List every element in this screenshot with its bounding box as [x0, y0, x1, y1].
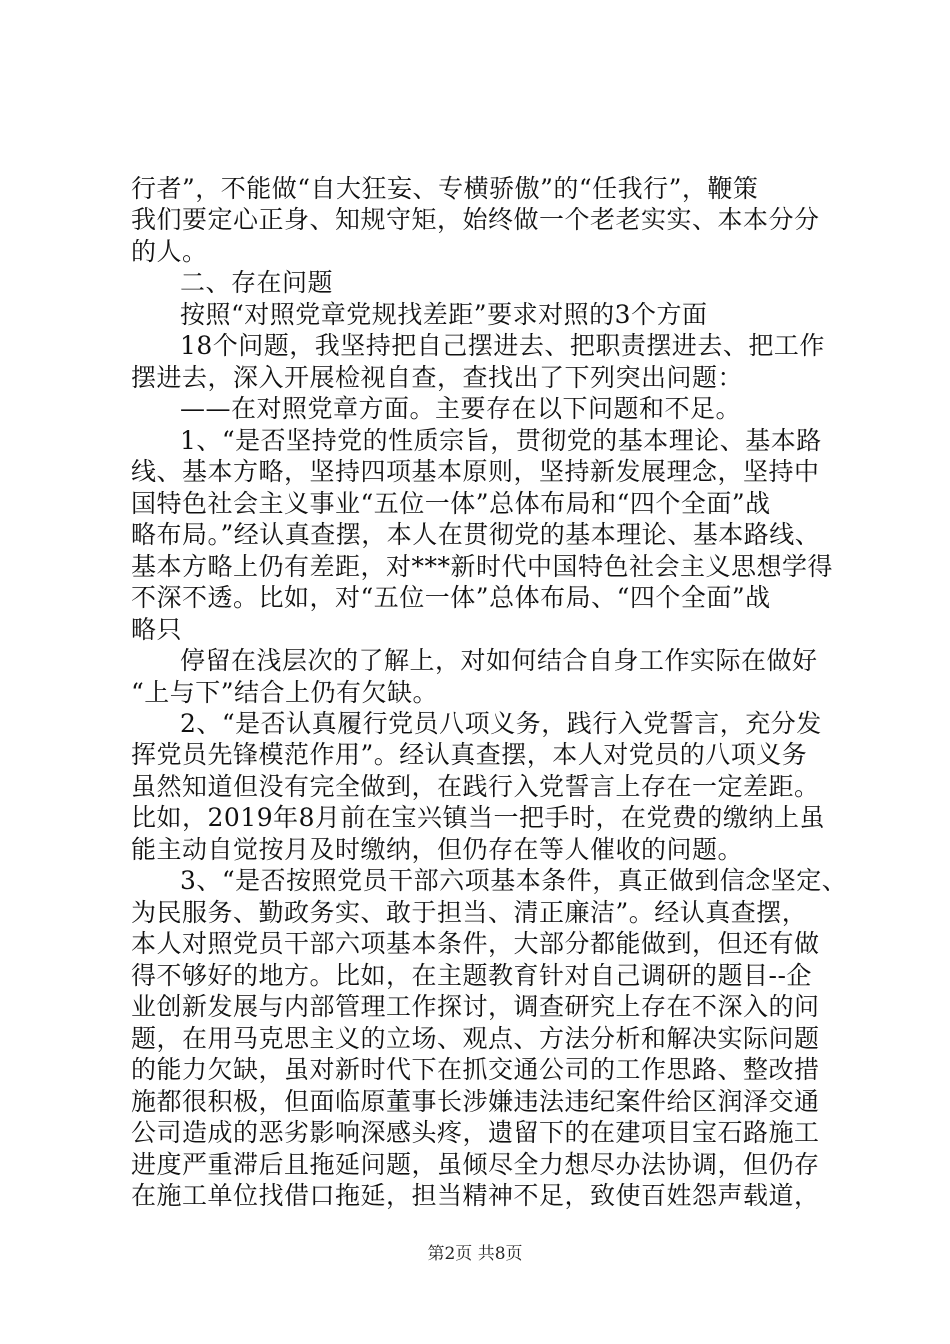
text-line: 比如，2019年8月前在宝兴镇当一把手时，在党费的缴纳上虽 — [131, 803, 826, 832]
text-line: 略只 — [131, 615, 183, 644]
text-line: 基本方略上仍有差距，对***新时代中国特色社会主义思想学得 — [131, 552, 834, 581]
text-line: 的人。 — [131, 237, 208, 266]
text-line: “上与下”结合上仍有欠缺。 — [131, 678, 439, 707]
text-line: 国特色社会主义事业“五位一体”总体布局和“四个全面”战 — [131, 489, 771, 518]
text-line: 摆进去，深入开展检视自查，查找出了下列突出问题： — [131, 363, 744, 392]
text-line: 3、“是否按照党员干部六项基本条件，真正做到信念坚定、 — [180, 866, 848, 895]
text-line: 在施工单位找借口拖延，担当精神不足，致使百姓怨声载道， — [131, 1181, 820, 1210]
text-line: 虽然知道但没有完全做到，在践行入党誓言上存在一定差距。 — [131, 772, 820, 801]
text-line: 进度严重滞后且拖延问题，虽倾尽全力想尽办法协调，但仍存 — [131, 1150, 820, 1179]
text-line: 为民服务、勤政务实、敢于担当、清正廉洁”。经认真查摆， — [131, 898, 808, 927]
text-line: 得不够好的地方。比如，在主题教育针对自己调研的题目--企 — [131, 961, 812, 990]
text-line: 2、“是否认真履行党员八项义务，践行入党誓言，充分发 — [180, 709, 822, 738]
text-line: 停留在浅层次的了解上，对如何结合自身工作实际在做好 — [180, 646, 818, 675]
text-line: 公司造成的恶劣影响深感头疼，遗留下的在建项目宝石路施工 — [131, 1118, 820, 1147]
text-line: 的能力欠缺，虽对新时代下在抓交通公司的工作思路、整改措 — [131, 1055, 820, 1084]
text-line: 线、基本方略，坚持四项基本原则，坚持新发展理念，坚持中 — [131, 457, 820, 486]
text-line: 业创新发展与内部管理工作探讨，调查研究上存在不深入的问 — [131, 992, 820, 1021]
text-line: 挥党员先锋模范作用”。经认真查摆，本人对党员的八项义务 — [131, 740, 808, 769]
text-line: 行者”，不能做“自大狂妄、专横骄傲”的“任我行”，鞭策 — [131, 174, 759, 203]
text-line: ——在对照党章方面。主要存在以下问题和不足。 — [180, 394, 742, 423]
text-line: 略布局。”经认真查摆，本人在贯彻党的基本理论、基本路线、 — [131, 520, 821, 549]
page-footer — [0, 1243, 950, 1265]
text-line: 不深不透。比如，对“五位一体”总体布局、“四个全面”战 — [131, 583, 771, 612]
text-line: 1、“是否坚持党的性质宗旨，贯彻党的基本理论、基本路 — [180, 426, 822, 455]
text-line: 施都很积极，但面临原董事长涉嫌违法违纪案件给区润泽交通 — [131, 1087, 820, 1116]
text-line: 能主动自觉按月及时缴纳，但仍存在等人催收的问题。 — [131, 835, 744, 864]
section-heading: 二、存在问题 — [180, 268, 334, 297]
text-line: 按照“对照党章党规找差距”要求对照的3个方面 — [180, 300, 708, 329]
text-line: 18个问题，我坚持把自己摆进去、把职责摆进去、把工作 — [180, 331, 825, 360]
text-line: 题，在用马克思主义的立场、观点、方法分析和解决实际问题 — [131, 1024, 820, 1053]
page-indicator: 第2页 共8页 — [427, 1244, 523, 1264]
text-line: 本人对照党员干部六项基本条件，大部分都能做到，但还有做 — [131, 929, 820, 958]
text-line: 我们要定心正身、知规守矩，始终做一个老老实实、本本分分 — [131, 205, 820, 234]
